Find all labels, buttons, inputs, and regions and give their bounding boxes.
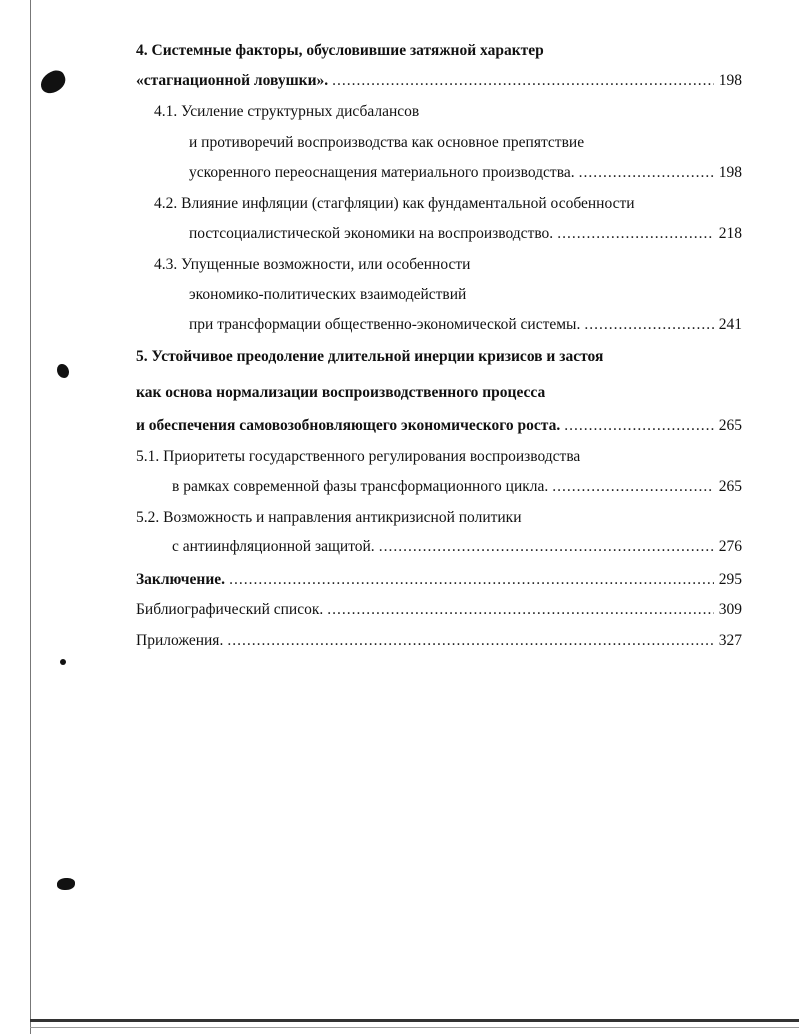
leader-dots [332, 71, 714, 91]
toc-conclusion-entry [136, 570, 742, 590]
leader-dots [584, 315, 714, 335]
toc-section-4-2-entry [189, 224, 742, 244]
toc-section-5-title-line1: 5. Устойчивое преодоление длительной инерции кризисов и застоя [136, 348, 604, 365]
toc-section-5-title-line2: как основа нормализации воспроизводственного процесса [136, 384, 546, 401]
ink-blot [37, 67, 69, 96]
leader-dots [227, 631, 714, 651]
leader-dots [229, 570, 714, 590]
toc-section-4-2-line2: постсоциалистической экономики на воспроизводство. [189, 225, 554, 242]
toc-section-4-1-line3: ускоренного переоснащения материального производства. [189, 164, 575, 181]
toc-section-4-entry [136, 71, 742, 91]
toc-section-5-1-line2: в рамках современной фазы трансформационного цикла. [172, 478, 549, 495]
toc-section-4-1-entry [189, 163, 742, 183]
toc-section-5-2-line2: с антиинфляционной защитой. [172, 538, 375, 555]
toc-appendices-entry [136, 631, 742, 651]
toc-section-5-2-entry [172, 537, 742, 557]
toc-section-5-entry [136, 416, 742, 436]
leader-dots [579, 163, 714, 183]
page-left-edge [30, 0, 31, 1034]
toc-section-5-title-line3: и обеспечения самовозобновляющего экономического роста. [136, 417, 561, 434]
toc-section-4-3-line1: 4.3. Упущенные возможности, или особенности [154, 256, 471, 273]
toc-section-4-3-entry [189, 315, 742, 335]
toc-bibliography-title: Библиографический список. [136, 601, 324, 618]
toc-section-4-page: 198 [718, 72, 742, 89]
toc-section-5-1-page: 265 [718, 478, 742, 495]
toc-section-4-1-page: 198 [718, 164, 742, 181]
toc-section-4-3-line3: при трансформации общественно-экономической системы. [189, 316, 581, 333]
page-bottom-edge-shadow [30, 1027, 799, 1028]
toc-section-4-2-line1: 4.2. Влияние инфляции (стагфляции) как фундаментальной особенности [154, 195, 635, 212]
page-bottom-edge [30, 1019, 799, 1022]
toc-section-4-3-line2: экономико-политических взаимодействий [189, 286, 467, 303]
leader-dots [379, 537, 714, 557]
toc-appendices-page: 327 [718, 632, 742, 649]
toc-conclusion-title: Заключение. [136, 571, 226, 588]
leader-dots [552, 477, 714, 497]
toc-section-4-2-page: 218 [718, 225, 742, 242]
toc-section-5-1-line1: 5.1. Приоритеты государственного регулирования воспроизводства [136, 448, 581, 465]
ink-blot [57, 364, 69, 378]
toc-section-4-title-line2: «стагнационной ловушки». [136, 72, 329, 89]
ink-blot [60, 659, 66, 665]
toc-section-4-3-page: 241 [718, 316, 742, 333]
leader-dots [557, 224, 714, 244]
leader-dots [327, 600, 714, 620]
toc-section-5-page: 265 [718, 417, 742, 434]
toc-section-5-2-page: 276 [718, 538, 742, 555]
toc-appendices-title: Приложения. [136, 632, 224, 649]
toc-section-5-2-line1: 5.2. Возможность и направления антикризисной политики [136, 509, 522, 526]
toc-section-4-1-line1: 4.1. Усиление структурных дисбалансов [154, 103, 420, 120]
toc-section-5-1-entry [172, 477, 742, 497]
leader-dots [564, 416, 714, 436]
toc-section-4-1-line2: и противоречий воспроизводства как основное препятствие [189, 134, 585, 151]
toc-bibliography-entry [136, 600, 742, 620]
toc-section-4-title-line1: 4. Системные факторы, обусловившие затяжной характер [136, 42, 544, 59]
toc-bibliography-page: 309 [718, 601, 742, 618]
toc-conclusion-page: 295 [718, 571, 742, 588]
ink-blot [57, 878, 75, 890]
